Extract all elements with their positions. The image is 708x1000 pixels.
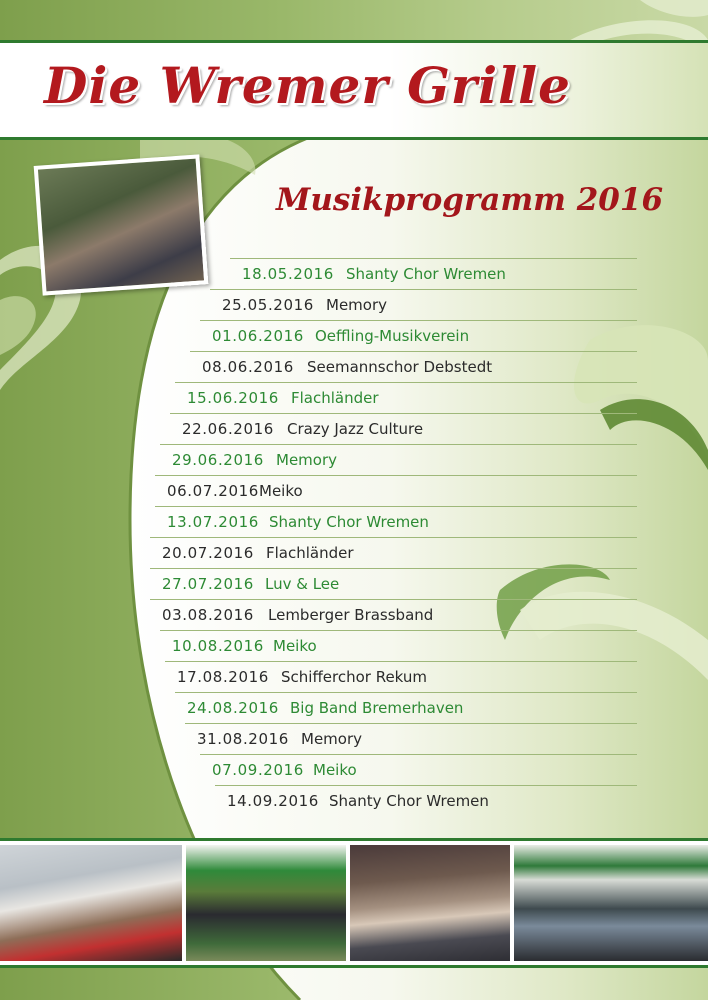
event-name: Flachländer [291, 389, 379, 407]
event-date: 03.08.2016 [162, 606, 254, 624]
event-date: 17.08.2016 [177, 668, 269, 686]
event-date: 20.07.2016 [162, 544, 254, 562]
event-name: Crazy Jazz Culture [287, 420, 424, 438]
crowd-photo [34, 154, 209, 295]
event-row [200, 754, 637, 786]
event-name: Memory [276, 451, 338, 469]
event-name: Oeffling-Musikverein [315, 327, 470, 345]
event-row [185, 723, 637, 755]
event-name: Memory [301, 730, 363, 748]
event-row [215, 785, 637, 817]
program-title: Musikprogramm 2016 [276, 182, 664, 218]
event-name: Lemberger Brassband [268, 606, 434, 624]
event-row [175, 382, 637, 414]
event-date: 07.09.2016 [212, 761, 304, 779]
event-name: Meiko [273, 637, 317, 655]
event-date: 18.05.2016 [242, 265, 334, 283]
event-row [150, 568, 637, 600]
event-date: 06.07.2016 [167, 482, 259, 500]
stage-tent-photo [186, 845, 346, 961]
event-row [230, 258, 637, 290]
event-date: 15.06.2016 [187, 389, 279, 407]
event-name: Schifferchor Rekum [281, 668, 428, 686]
event-name: Meiko [313, 761, 357, 779]
event-date: 29.06.2016 [172, 451, 264, 469]
event-date: 27.07.2016 [162, 575, 254, 593]
event-date: 25.05.2016 [222, 296, 314, 314]
event-name: Big Band Bremerhaven [290, 699, 464, 717]
event-date: 01.06.2016 [212, 327, 304, 345]
event-row [150, 599, 637, 631]
event-row [200, 320, 637, 352]
event-name: Shanty Chor Wremen [346, 265, 506, 283]
event-name: Seemannschor Debstedt [307, 358, 493, 376]
event-date: 24.08.2016 [187, 699, 279, 717]
event-date: 10.08.2016 [172, 637, 264, 655]
event-row [150, 537, 637, 569]
event-row [155, 475, 637, 507]
event-date: 22.06.2016 [182, 420, 274, 438]
event-row [210, 289, 637, 321]
event-name: Memory [326, 296, 388, 314]
band-photo [514, 845, 708, 961]
event-row [190, 351, 637, 383]
event-row [175, 692, 637, 724]
event-name: Flachländer [266, 544, 354, 562]
event-date: 31.08.2016 [197, 730, 289, 748]
event-row [160, 444, 637, 476]
event-name: Shanty Chor Wremen [269, 513, 429, 531]
audience-photo [350, 845, 510, 961]
event-row [155, 506, 637, 538]
event-date: 14.09.2016 [227, 792, 319, 810]
event-row [165, 661, 637, 693]
event-date: 08.06.2016 [202, 358, 294, 376]
page-title: Die Wremer Grille [44, 56, 571, 115]
shanty-choir-photo [0, 845, 182, 961]
event-name: Luv & Lee [265, 575, 340, 593]
photo-strip [0, 838, 708, 968]
event-row [160, 630, 637, 662]
event-date: 13.07.2016 [167, 513, 259, 531]
event-name: Shanty Chor Wremen [329, 792, 489, 810]
event-name: Meiko [259, 482, 303, 500]
event-row [170, 413, 637, 445]
